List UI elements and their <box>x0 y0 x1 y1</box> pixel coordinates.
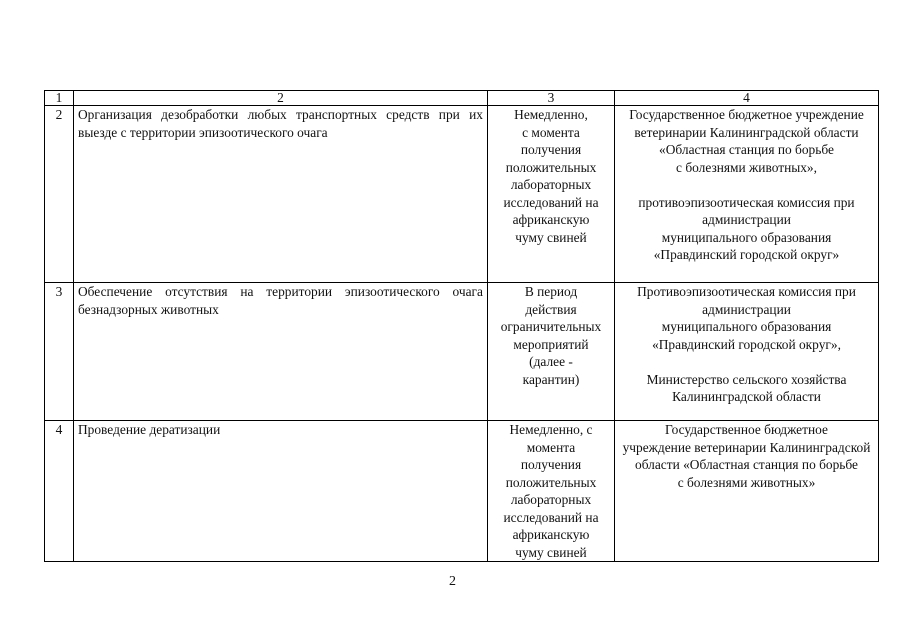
table-row <box>45 106 879 283</box>
row-responsible: Государственное бюджетное учреждение ветеринарии Калининградской области «Областная станция по борьбе с болезнями животных», противоэпизоотическая комиссия при администрации муниципального образования «Правдинский городской округ» <box>615 106 879 283</box>
table-row <box>45 421 879 562</box>
row-number: 3 <box>45 283 74 421</box>
header-col-2: 2 <box>74 91 488 106</box>
row-term: В период действия ограничительных мероприятий (далее - карантин) <box>488 283 615 421</box>
row-responsible: Противоэпизоотическая комиссия при администрации муниципального образования «Правдинский городской округ», Министерство сельского хозяйства Калининградской области <box>615 283 879 421</box>
header-col-3: 3 <box>488 91 615 106</box>
table-header-row <box>45 91 879 106</box>
measures-table <box>44 90 879 562</box>
table-row <box>45 283 879 421</box>
row-term: Немедленно, с момента получения положительных лабораторных исследований на африканскую чуму свиней <box>488 106 615 283</box>
page-number: 2 <box>449 574 456 589</box>
row-measure: Обеспечение отсутствия на территории эпизоотического очага безнадзорных животных <box>74 283 488 421</box>
row-measure: Проведение дератизации <box>74 421 488 562</box>
row-term: Немедленно, с момента получения положительных лабораторных исследований на африканскую чуму свиней <box>488 421 615 562</box>
row-number: 2 <box>45 106 74 283</box>
row-number: 4 <box>45 421 74 562</box>
row-responsible: Государственное бюджетное учреждение ветеринарии Калининградской области «Областная станция по борьбе с болезнями животных» <box>615 421 879 562</box>
header-col-1: 1 <box>45 91 74 106</box>
row-measure: Организация дезобработки любых транспортных средств при их выезде с территории эпизоотического очага <box>74 106 488 283</box>
header-col-4: 4 <box>615 91 879 106</box>
